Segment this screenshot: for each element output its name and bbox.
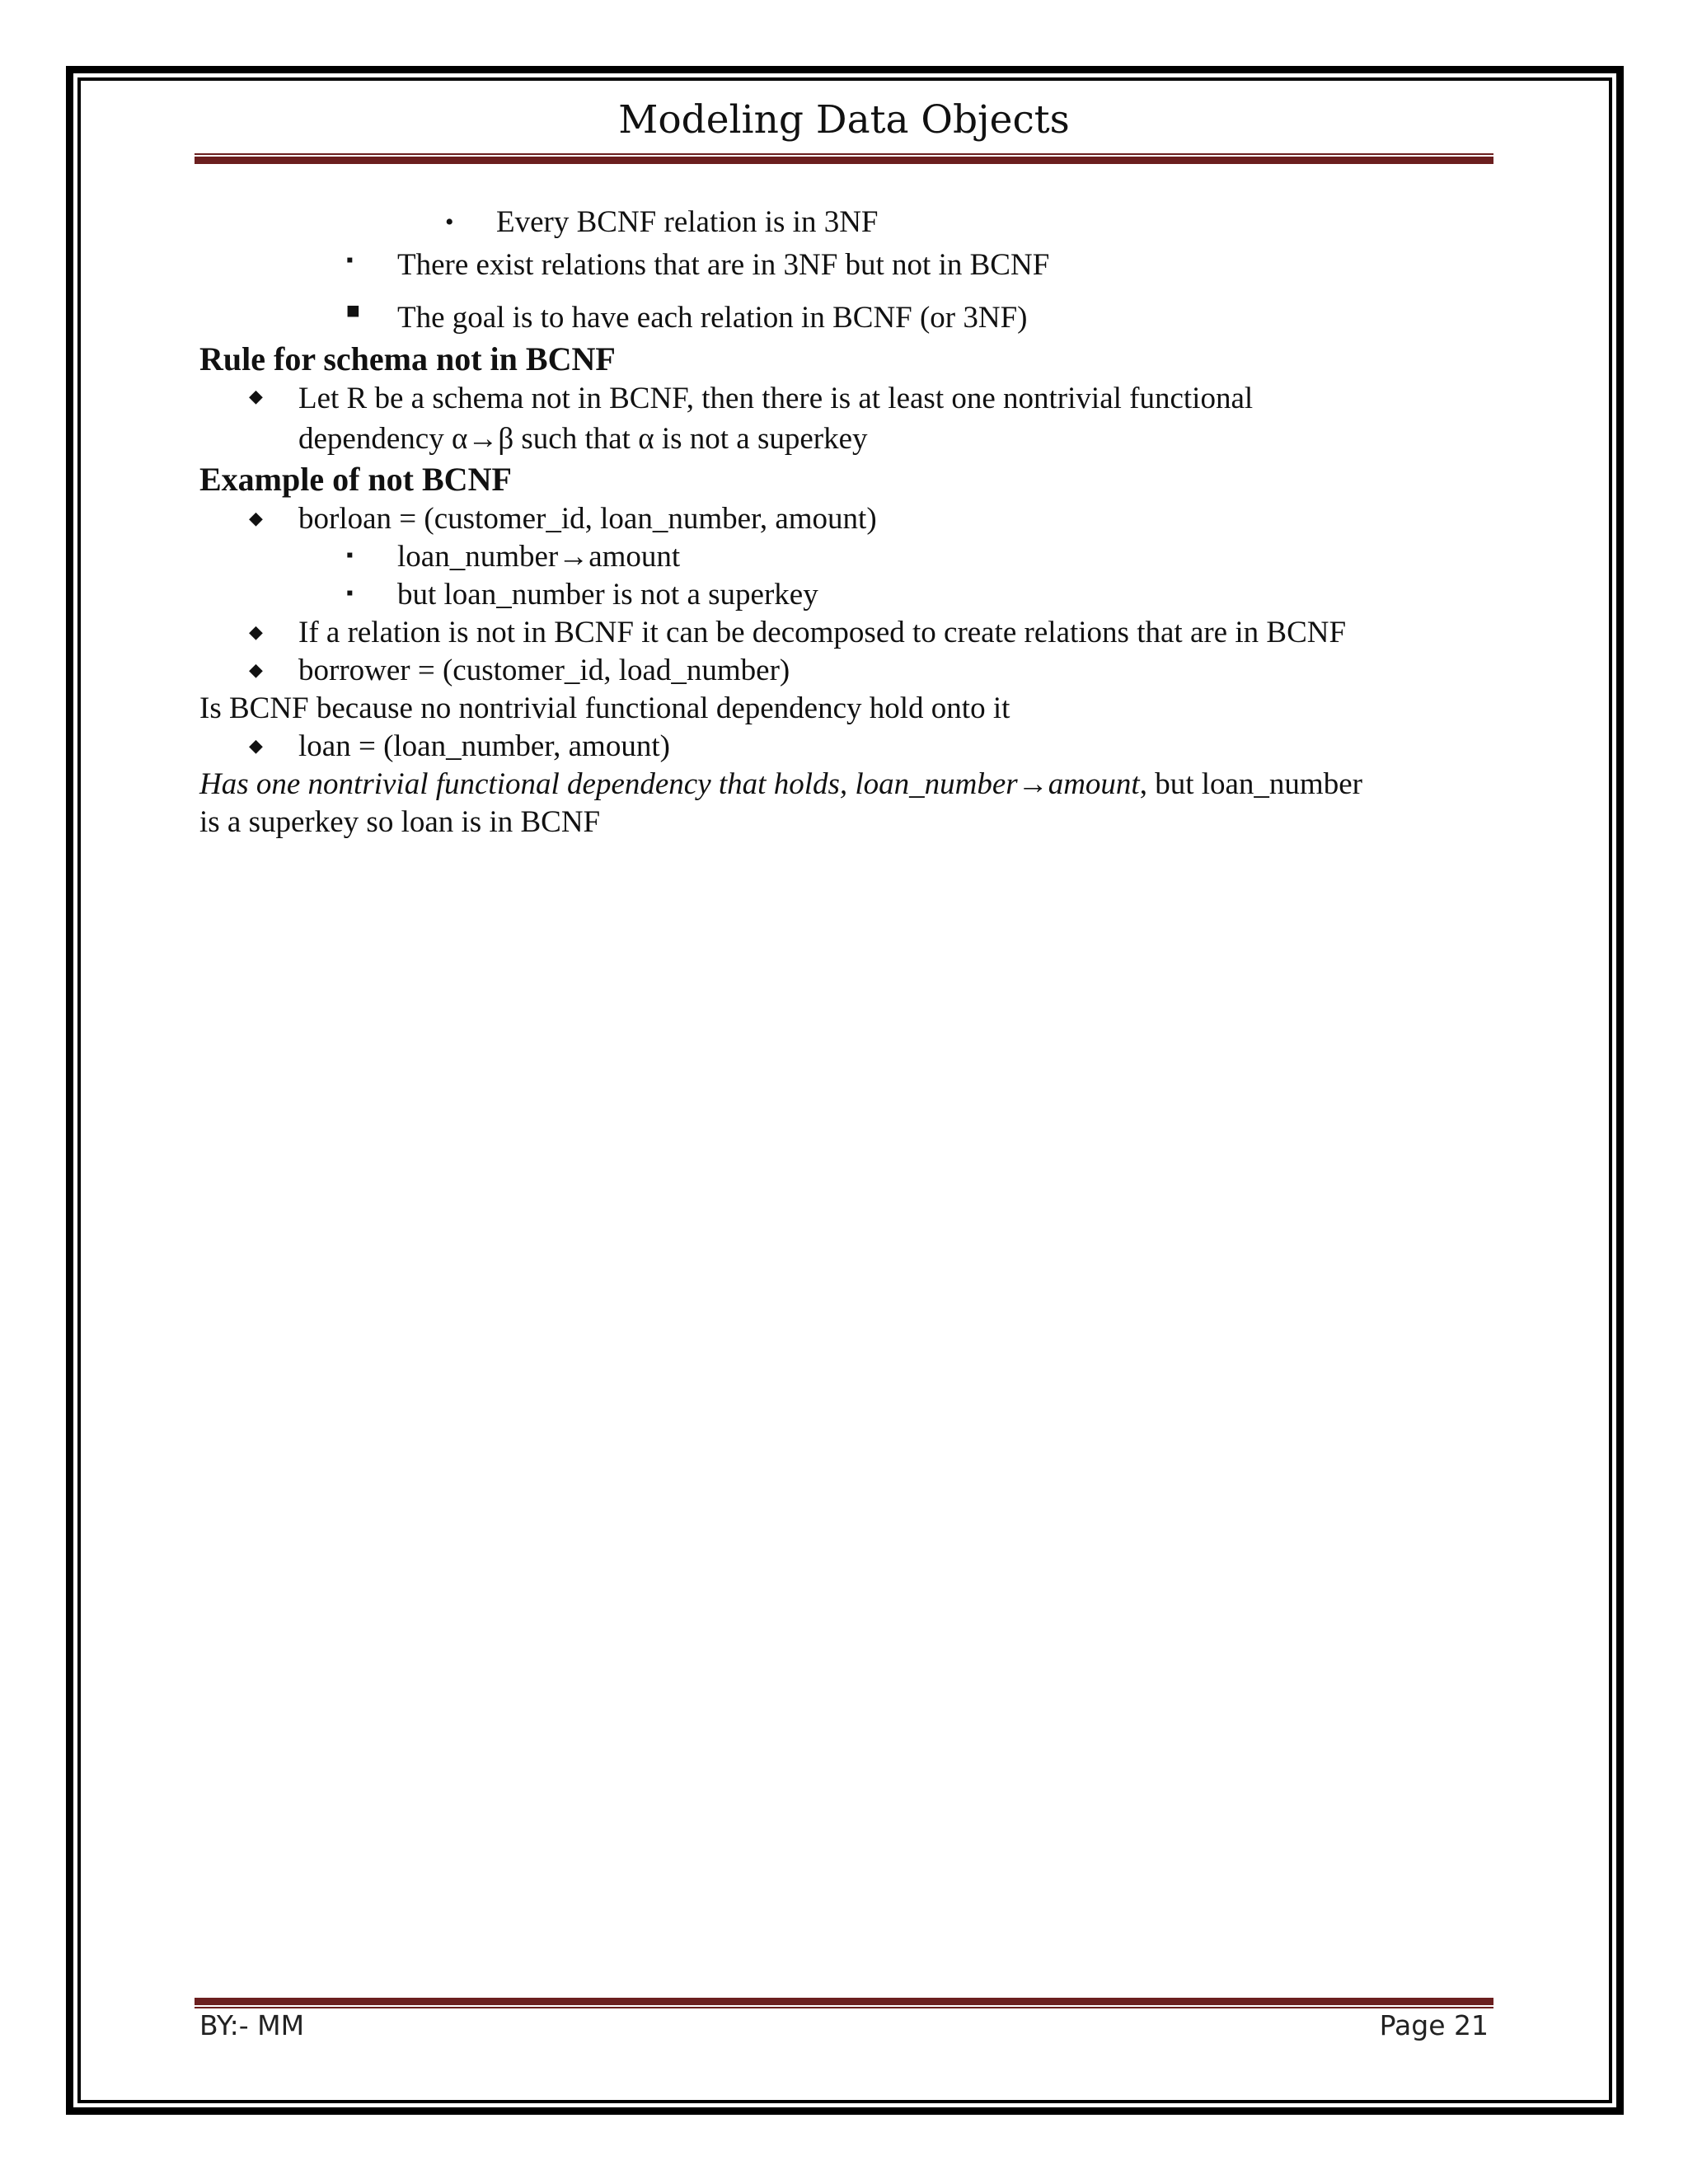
square-bullet-icon: ■ bbox=[346, 298, 360, 324]
diamond-bullet-icon: ◆ bbox=[249, 735, 263, 756]
section-heading-example: Example of not BCNF bbox=[199, 461, 512, 498]
diamond-bullet-icon: ◆ bbox=[249, 386, 263, 406]
footer-author: BY:- MM bbox=[199, 2009, 305, 2041]
list-item: If a relation is not in BCNF it can be decomposed to create relations that are in BCNF bbox=[298, 616, 1347, 649]
list-item: Every BCNF relation is in 3NF bbox=[496, 205, 879, 239]
list-item: loan = (loan_number, amount) bbox=[298, 729, 670, 763]
conclusion-italic: Has one nontrivial functional dependency that holds, loan_number→amount bbox=[199, 767, 1140, 801]
square-bullet-icon: ▪ bbox=[346, 583, 354, 604]
page-title: Modeling Data Objects bbox=[618, 97, 1070, 143]
rule-text-line-1: Let R be a schema not in BCNF, then there is at least one nontrivial functional bbox=[298, 382, 1254, 415]
footer-rule-thick bbox=[195, 1998, 1493, 2005]
bullet-icon: • bbox=[445, 209, 454, 236]
footer-rule-thin bbox=[195, 2007, 1493, 2008]
conclusion-rest: , but loan_number bbox=[1139, 767, 1362, 801]
list-item: borloan = (customer_id, loan_number, amount) bbox=[298, 502, 877, 536]
list-item: loan_number→amount bbox=[397, 540, 681, 574]
header-rule-thin bbox=[195, 153, 1493, 155]
header-rule-thick bbox=[195, 157, 1493, 164]
list-item: but loan_number is not a superkey bbox=[397, 578, 818, 612]
rule-text-line-2: dependency α→β such that α is not a superkey bbox=[298, 422, 868, 456]
footer-page-number: Page 21 bbox=[1379, 2009, 1489, 2041]
list-item: There exist relations that are in 3NF but not in BCNF bbox=[397, 248, 1050, 282]
diamond-bullet-icon: ◆ bbox=[249, 621, 263, 642]
square-bullet-icon: ▪ bbox=[346, 250, 354, 271]
list-item: borrower = (customer_id, load_number) bbox=[298, 654, 790, 687]
diamond-bullet-icon: ◆ bbox=[249, 659, 263, 680]
diamond-bullet-icon: ◆ bbox=[249, 508, 263, 528]
list-item: The goal is to have each relation in BCNF (or 3NF) bbox=[397, 301, 1028, 335]
section-heading-rule: Rule for schema not in BCNF bbox=[199, 340, 616, 377]
square-bullet-icon: ▪ bbox=[346, 545, 354, 566]
conclusion-line-1 bbox=[199, 766, 1362, 803]
conclusion-line-2: is a superkey so loan is in BCNF bbox=[199, 805, 601, 839]
bcnf-note: Is BCNF because no nontrivial functional dependency hold onto it bbox=[199, 691, 1010, 725]
